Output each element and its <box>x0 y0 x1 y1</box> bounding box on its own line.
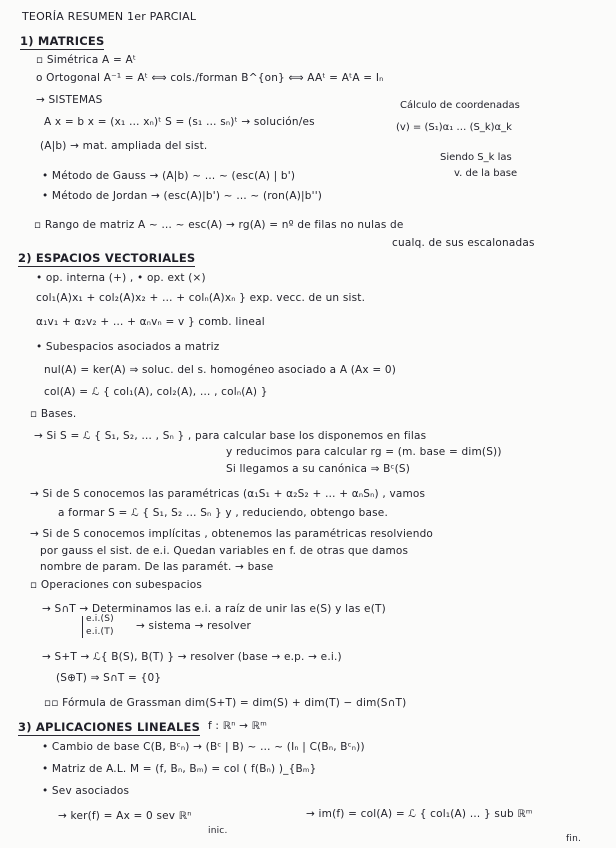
equations-brace <box>82 616 83 638</box>
bases-heading: ▫ Bases. <box>30 408 77 420</box>
coordinates-formula: (v) = (S₁)α₁ … (S_k)α_k <box>396 122 512 133</box>
bases-reduce-line: y reducimos para calcular rg = (m. base = dim(S)) <box>226 446 502 458</box>
page-title: TEORÍA RESUMEN 1er PARCIAL <box>22 10 197 23</box>
gauss-method-line: • Método de Gauss → (A|b) ~ … ~ (esc(A) | b') <box>42 170 296 182</box>
coordinates-note-2: v. de la base <box>454 168 518 179</box>
bases-rows-line: → Si S = ℒ { S₁, S₂, … , Sₙ } , para calcular base los disponemos en filas <box>34 430 427 442</box>
vector-expression-line: col₁(A)x₁ + col₂(A)x₂ + … + colₙ(A)xₙ } exp. vecc. de un sist. <box>36 292 366 304</box>
system-equation: A x = b x = (x₁ … xₙ)ᵗ S = (s₁ … sₙ)ᵗ → solución/es <box>44 116 315 128</box>
implicit-line-2: por gauss el sist. de e.i. Quedan variables en f. de otras que damos <box>40 545 409 557</box>
image-line: → im(f) = col(A) = ℒ { col₁(A) … } sub ℝᵐ <box>306 808 533 820</box>
implicit-line-3: nombre de param. De las paramét. → base <box>40 561 274 573</box>
grassman-line: ▫▫ Fórmula de Grassman dim(S+T) = dim(S) + dim(T) − dim(S∩T) <box>44 697 407 709</box>
bases-canonical-line: Si llegamos a su canónica ⇒ Bᶜ(S) <box>226 463 411 475</box>
kernel-initial-label: inic. <box>208 826 228 836</box>
coordinates-title: Cálculo de coordenadas <box>400 100 520 111</box>
orthogonal-line: o Ortogonal A⁻¹ = Aᵗ ⟺ cols./forman B^{on} ⟺ AAᵗ = AᵗA = Iₙ <box>36 72 384 84</box>
kernel-line: → ker(f) = Ax = 0 sev ℝⁿ <box>58 810 192 822</box>
symmetric-line: ▫ Simétrica A = Aᵗ <box>36 54 137 66</box>
coordinates-box <box>382 96 560 188</box>
sum-line: → S+T → ℒ{ B(S), B(T) } → resolver (base → e.p. → e.i.) <box>42 651 342 663</box>
linear-combination-line: α₁v₁ + α₂v₂ + … + αₙvₙ = v } comb. lineal <box>36 316 265 328</box>
rank-line: ▫ Rango de matriz A ~ … ~ esc(A) → rg(A) = nº de filas no nulas de <box>34 219 404 231</box>
rank-line-cont: cualq. de sus escalonadas <box>392 237 535 249</box>
image-final-label: fin. <box>566 834 582 844</box>
associated-sev-heading: • Sev asociados <box>42 785 130 797</box>
implicit-eq-s: e.i.(S) <box>86 614 114 624</box>
section-1-heading: 1) MATRICES <box>20 34 105 48</box>
section-2-heading: 2) ESPACIOS VECTORIALES <box>18 251 196 265</box>
change-of-basis-line: • Cambio de base C(B, Bᶜₙ) → (Bᶜ | B) ~ … ~ (Iₙ | C(Bₙ, Bᶜₙ)) <box>42 741 365 753</box>
augmented-matrix-line: (A|b) → mat. ampliada del sist. <box>40 140 208 152</box>
null-space-line: nul(A) = ker(A) ⇒ soluc. del s. homogéneo asociado a A (Ax = 0) <box>44 364 397 376</box>
section-3-heading: 3) APLICACIONES LINEALES <box>18 720 201 734</box>
column-space-line: col(A) = ℒ { col₁(A), col₂(A), … , colₙ(A) } <box>44 386 268 398</box>
coordinates-note-1: Siendo S_k las <box>440 152 512 163</box>
linear-map-matrix-line: • Matriz de A.L. M = (f, Bₙ, Bₘ) = col ( f(Bₙ) )_{Bₘ} <box>42 763 317 775</box>
system-resolve-line: → sistema → resolver <box>136 620 252 632</box>
implicit-line: → Si de S conocemos implícitas , obtenemos las paramétricas resolviendo <box>30 528 434 540</box>
intersection-line: → S∩T → Determinamos las e.i. a raíz de unir las e(S) y las e(T) <box>42 603 386 615</box>
systems-heading: → SISTEMAS <box>36 94 103 106</box>
associated-subspaces-line: • Subespacios asociados a matriz <box>36 341 220 353</box>
jordan-method-line: • Método de Jordan → (esc(A)|b') ~ … ~ (ron(A)|b'') <box>42 190 323 202</box>
parametric-line-cont: a formar S = ℒ { S₁, S₂ … Sₙ } y , reduciendo, obtengo base. <box>58 507 388 519</box>
implicit-eq-t: e.i.(T) <box>86 627 114 637</box>
parametric-line: → Si de S conocemos las paramétricas (α₁S₁ + α₂S₂ + … + αₙSₙ) , vamos <box>30 488 426 500</box>
linear-map-signature: f : ℝⁿ → ℝᵐ <box>208 720 267 732</box>
direct-sum-line: (S⊕T) ⇒ S∩T = {0} <box>56 672 162 684</box>
operations-line: • op. interna (+) , • op. ext (×) <box>36 272 206 284</box>
subspace-operations-heading: ▫ Operaciones con subespacios <box>30 579 203 591</box>
